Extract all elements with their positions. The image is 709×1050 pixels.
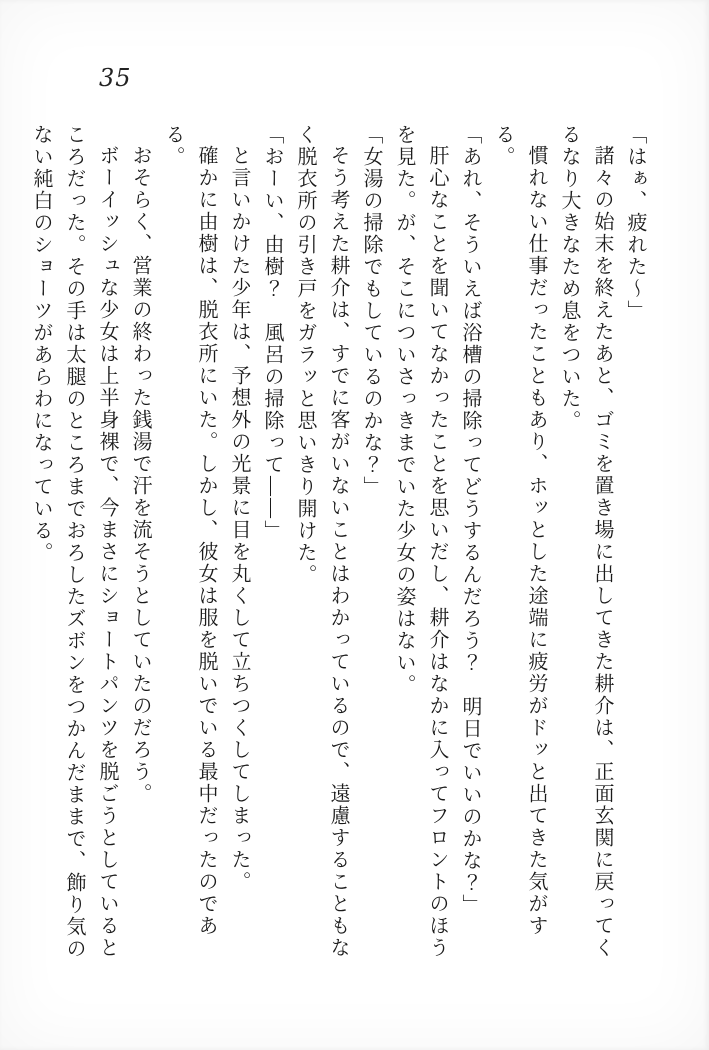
page-number: 35 [99, 64, 132, 92]
paragraph: 「はぁ、疲れた〜」 [624, 124, 646, 322]
paragraph: 「女湯の掃除でもしているのかな？」 [360, 124, 382, 498]
paragraph: 諸々の始末を終えたあと、ゴミを置き場に出してきた耕介は、正面玄関に戻ってくるなり大きなため息をついた。 [558, 124, 613, 959]
paragraph: 肝心なことを聞いてなかったことを思いだし、耕介はなかに入ってフロントのほうを見た。が、そこについさっきまでいた少女の姿はない。 [393, 124, 448, 959]
paragraph: と言いかけた少年は、予想外の光景に目を丸くして立ちつくしてしまった。 [228, 145, 250, 893]
paragraph: おそらく、営業の終わった銭湯で汗を流そうとしていたのだろう。 [129, 145, 151, 805]
paragraph: そう考えた耕介は、すでに客がいないことはわかっているので、遠慮することもなく脱衣所の引き戸をガラッと思いきり開けた。 [294, 124, 349, 959]
paragraph: ボーイッシュな少女は上半身裸で、今まさにショートパンツを脱ごうとしているところだった。その手は太腿のところまでおろしたズボンをつかんだままで、飾り気のない純白のショーツがあらわになっている。 [30, 124, 118, 960]
paragraph: 確かに由樹は、脱衣所にいた。しかし、彼女は服を脱いでいる最中だったのである。 [162, 124, 217, 937]
paragraph: 「おーい、由樹？ 風呂の掃除って――」 [261, 124, 283, 542]
body-text [30, 124, 651, 964]
paragraph: 慣れない仕事だったこともあり、ホッとした途端に疲労がドッと出てきた気がする。 [492, 124, 547, 937]
paragraph: 「あれ、そういえば浴槽の掃除ってどうするんだろう？ 明日でいいのかな？」 [459, 124, 481, 916]
